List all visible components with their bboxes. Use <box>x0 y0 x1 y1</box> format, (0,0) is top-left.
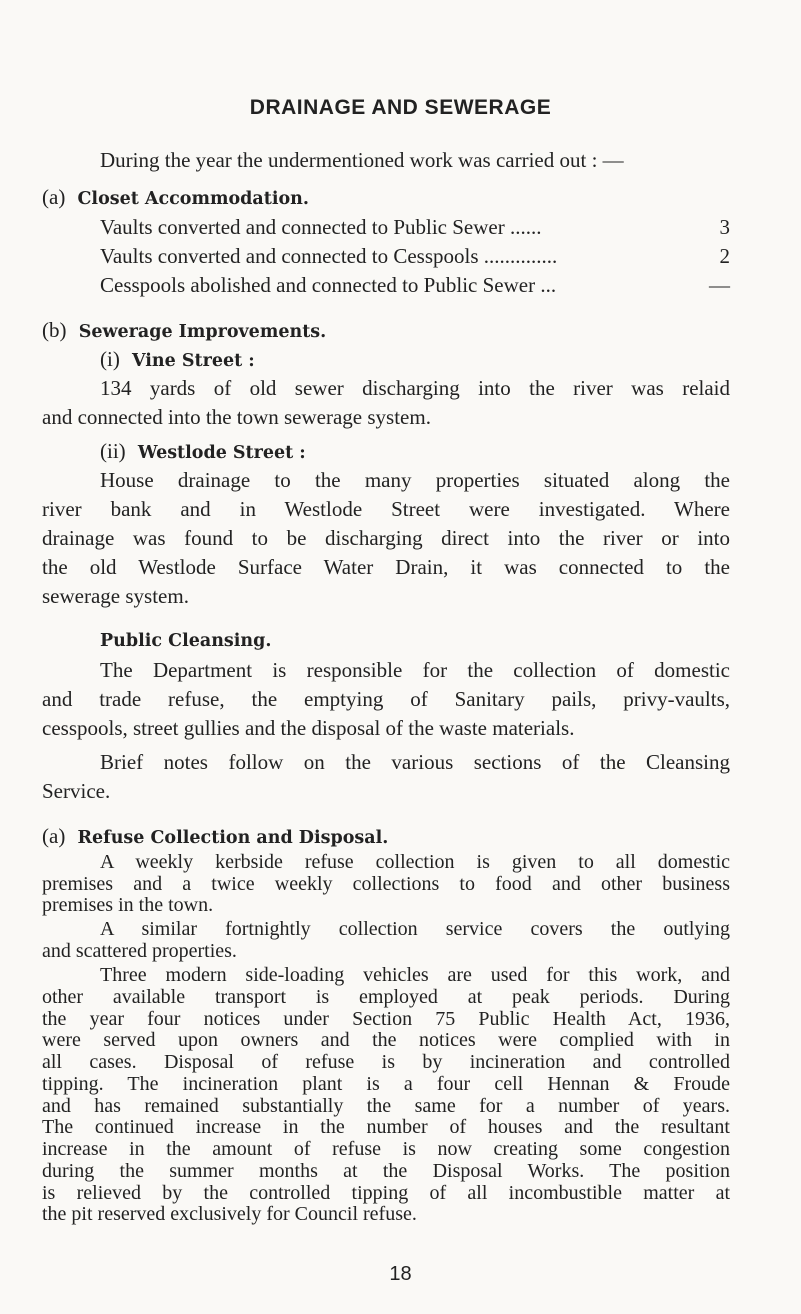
westlode-street-title: Westlode Street : <box>137 443 306 463</box>
vine-street-line: 134 yards of old sewer discharging into the river was relaid <box>100 376 730 400</box>
refuse-line: and scattered properties. <box>42 940 237 962</box>
vine-street-line: and connected into the town sewerage system. <box>42 405 431 429</box>
refuse-line: other available transport is employed at peak periods. During <box>42 986 730 1008</box>
section-a-title: Closet Accommodation. <box>77 189 309 209</box>
refuse-line: during the summer months at the Disposal Works. The position <box>42 1160 730 1182</box>
section-b-heading <box>42 316 326 347</box>
closet-item-value: 3 <box>719 215 730 239</box>
section-a-heading <box>42 183 309 214</box>
cleansing-line: Service. <box>42 779 111 803</box>
refuse-line: is relieved by the controlled tipping of all incombustible matter at <box>42 1182 730 1204</box>
refuse-line: all cases. Disposal of refuse is by incineration and controlled <box>42 1051 730 1073</box>
refuse-line: Three modern side-loading vehicles are used for this work, and <box>100 964 730 986</box>
refuse-line: A similar fortnightly collection service covers the outlying <box>100 918 730 940</box>
public-cleansing-heading: Public Cleansing. <box>100 631 272 651</box>
vine-street-title: Vine Street : <box>132 351 255 371</box>
vine-street-heading <box>100 345 255 376</box>
closet-item-value: 2 <box>719 244 730 268</box>
closet-item-row <box>100 242 730 271</box>
closet-item-label: Vaults converted and connected to Public Sewer ...... <box>100 215 542 239</box>
westlode-line: the old Westlode Surface Water Drain, it was connected to the <box>42 555 730 579</box>
westlode-line: drainage was found to be discharging direct into the river or into <box>42 526 730 550</box>
refuse-line: the year four notices under Section 75 Public Health Act, 1936, <box>42 1008 730 1030</box>
closet-item-value: — <box>709 273 730 297</box>
refuse-line: tipping. The incineration plant is a four cell Hennan & Froude <box>42 1073 730 1095</box>
westlode-line: sewerage system. <box>42 584 189 608</box>
refuse-line: A weekly kerbside refuse collection is given to all domestic <box>100 851 730 873</box>
closet-item-label: Cesspools abolished and connected to Public Sewer ... <box>100 273 557 297</box>
refuse-line: and has remained substantially the same for a number of years. <box>42 1095 730 1117</box>
section-b-mark: (b) <box>42 318 67 342</box>
closet-item-label: Vaults converted and connected to Cesspools .............. <box>100 244 558 268</box>
refuse-line: increase in the amount of refuse is now creating some congestion <box>42 1138 730 1160</box>
cleansing-line: Brief notes follow on the various sections of the Cleansing <box>100 750 730 774</box>
section-b-title: Sewerage Improvements. <box>78 322 327 342</box>
refuse-line: the pit reserved exclusively for Council refuse. <box>42 1203 417 1225</box>
refuse-line: premises and a twice weekly collections to food and other business <box>42 873 730 895</box>
westlode-line: House drainage to the many properties situated along the <box>100 468 730 492</box>
intro-text: During the year the undermentioned work was carried out : — <box>100 148 624 172</box>
refuse-line: were served upon owners and the notices were complied with in <box>42 1029 730 1051</box>
westlode-street-heading <box>100 437 306 468</box>
westlode-street-mark: (ii) <box>100 439 126 463</box>
westlode-line: river bank and in Westlode Street were investigated. Where <box>42 497 730 521</box>
cleansing-line: cesspools, street gullies and the disposal of the waste materials. <box>42 716 575 740</box>
refuse-line: The continued increase in the number of houses and the resultant <box>42 1116 730 1138</box>
section-a-mark: (a) <box>42 185 66 209</box>
page-number: 18 <box>389 1263 412 1285</box>
cleansing-line: The Department is responsible for the collection of domestic <box>100 658 730 682</box>
closet-item-row <box>100 213 730 242</box>
refuse-title: Refuse Collection and Disposal. <box>77 828 389 848</box>
refuse-mark: (a) <box>42 824 66 848</box>
cleansing-line: and trade refuse, the emptying of Sanitary pails, privy-vaults, <box>42 687 730 711</box>
refuse-line: premises in the town. <box>42 894 214 916</box>
closet-item-row <box>100 271 730 300</box>
refuse-heading <box>42 822 388 853</box>
vine-street-mark: (i) <box>100 347 120 371</box>
page-title: DRAINAGE AND SEWERAGE <box>249 96 552 119</box>
